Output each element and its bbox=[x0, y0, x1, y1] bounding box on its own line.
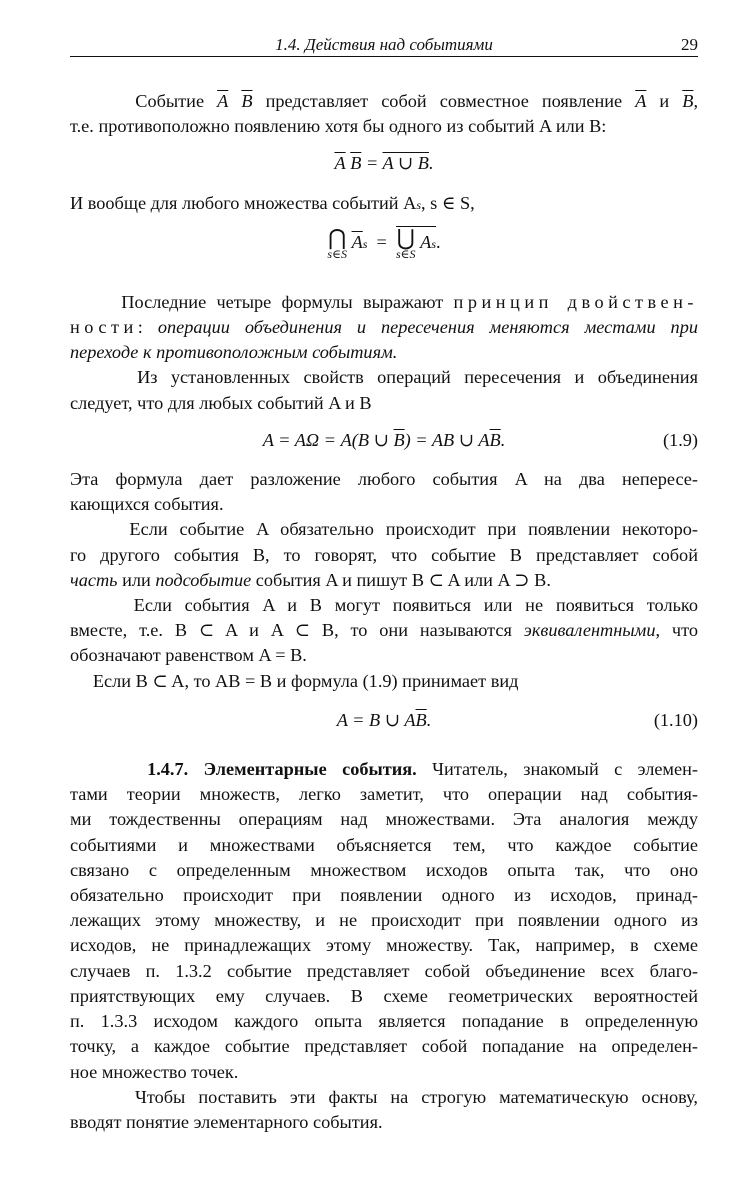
page bbox=[70, 30, 698, 1135]
section-heading: 1.4.7. Элементарные события. bbox=[147, 759, 417, 780]
section-1-4-7: 1.4.7. Элементарные события. Читатель, знакомый с элемен- тами теории множеств, легко заметит, что операции над события- ми тождественны операциям над множествами. Эта аналогия между событиями и множествами объясняется тем, что каждое событие связано с определенным множеством исходов опыта так, что оно обязательно происходит при появлении одного из исходов, принад- лежащих этому множеству, и не происходит при появлении одного из исходов, не принадлежащих этому множеству. Так, например, в схеме случаев п. 1.3.2 событие представляет собой объединение всех благо- приятствующих ему случаев. В схеме геометрических вероятностей п. 1.3.3 исходом каждого опыта является попадание в определенную точку, а каждое событие представляет собой попадание на определен- ное множество точек. bbox=[70, 759, 698, 1082]
page-number: 29 bbox=[681, 35, 698, 54]
equation-duality-1: $\overline{A}$ $\overline{B} = A$ ∪ B. bbox=[334, 153, 434, 174]
paragraph-1 bbox=[70, 89, 698, 139]
paragraph-7: Если события A и B могут появиться или не появиться только вместе, т.е. B ⊂ A и A ⊂ B, то они называются эквивалентными, что обозначают равенством A = B. bbox=[70, 595, 698, 666]
paragraph-4: Из установленных свойств операций пересечения и объединения следует, что для любых событий A и B bbox=[70, 367, 698, 413]
equation-duality-2: ⋂ s∈S $\overline{A}s$ = ⋃ s∈S As. bbox=[327, 224, 441, 261]
equation-number-1-9: (1.9) bbox=[662, 429, 698, 450]
paragraph-last: Чтобы поставить эти факты на строгую математическую основу, вводят понятие элементарного события. bbox=[70, 1086, 698, 1132]
paragraph-8: Если B ⊂ A, то AB = B и формула (1.9) принимает вид bbox=[92, 670, 519, 691]
paragraph-6: Если событие A обязательно происходит при появлении некоторо- го другого события B, то говорят, что событие B представляет собой часть или подсобытие события A и пишут B ⊂ A или A ⊃ B. bbox=[70, 519, 698, 590]
header-title: 1.4. Действия над событиями bbox=[275, 35, 493, 54]
p1-line-2: т.е. противоположно появлению хотя бы одного из событий A или B: bbox=[70, 116, 607, 137]
paragraph-5: Эта формула дает разложение любого события A на два непересе- кающихся события. bbox=[70, 469, 698, 515]
paragraph-3: Последние четыре формулы выражают принцип двойствен- ности: операции объединения и пересечения меняются местами при переходе к противоположным событиям. bbox=[70, 291, 698, 363]
equation-1-9: A = AΩ = A(B ∪ $\overline{B}$) = AB ∪ $A\overline{B}$. (1.9) bbox=[70, 428, 698, 453]
equation-1-10: A = B ∪ $A\overline{B}$. (1.10) bbox=[70, 708, 698, 733]
running-header bbox=[70, 30, 698, 57]
p1-line-1: Событие $\overline{A}$ $\overline{B}$ представляет собой совместное появление $\overline{A}$ и $\overline{B}$, bbox=[135, 91, 699, 111]
paragraph-2: И вообще для любого множества событий As, s ∈ S, bbox=[70, 192, 475, 213]
equation-number-1-10: (1.10) bbox=[653, 709, 698, 730]
